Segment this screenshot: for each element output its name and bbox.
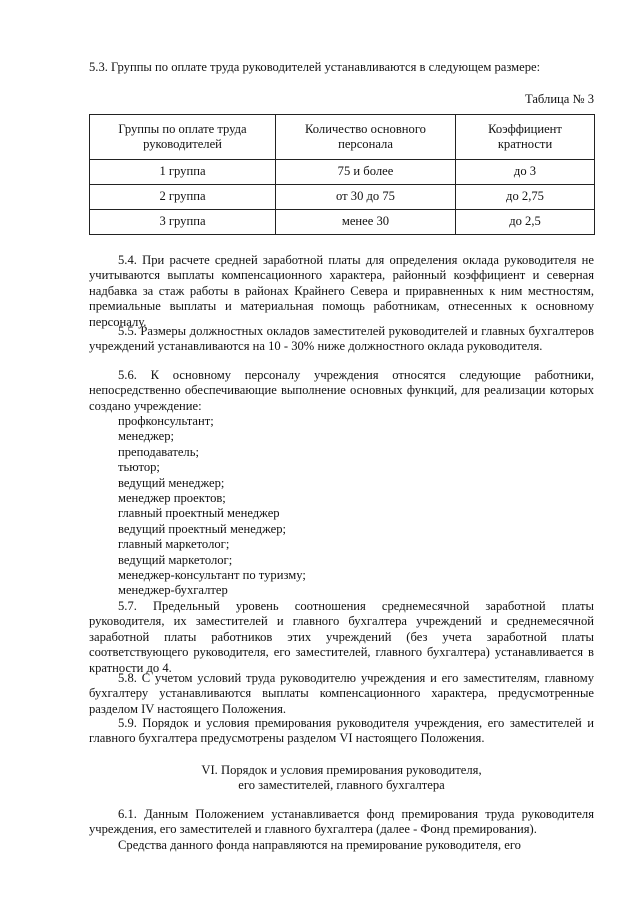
table-cell: 3 группа [90, 210, 276, 235]
table-header-cell: Группы по оплате труда руководителей [90, 115, 276, 160]
list-item: главный маркетолог; [118, 537, 230, 552]
paragraph-5-8: 5.8. С учетом условий труда руководителю учреждения и его заместителям, главному бухгалтеру устанавливаются выплаты компенсационного характера, предусмотренные разделом IV настоящего Положения. [89, 671, 594, 716]
table-cell: менее 30 [276, 210, 456, 235]
section-title-line-1: VI. Порядок и условия премирования руководителя, [201, 763, 482, 777]
table-row [90, 160, 595, 185]
table-row [90, 210, 595, 235]
table-cell: до 3 [456, 160, 595, 185]
paragraph-5-4: 5.4. При расчете средней заработной платы для определения оклада руководителя не учитываются выплаты компенсационного характера, районный коэффициент и северная надбавка за стаж работы в районах Крайнего Севера и приравненных к ним местностям, премиальные выплаты и материальная помощь работникам, отнесенных к основному персоналу. [89, 253, 594, 329]
paragraph-5-9: 5.9. Порядок и условия премирования руководителя учреждения, его заместителей и главного бухгалтера предусмотрены разделом VI настоящего Положения. [89, 716, 594, 746]
table-header-row [90, 115, 595, 160]
section-title-line-2: его заместителей, главного бухгалтера [238, 778, 445, 793]
list-item: ведущий менеджер; [118, 475, 225, 490]
list-item: профконсультант; [118, 414, 214, 428]
list-item: менеджер; [118, 429, 175, 444]
list-item: главный проектный менеджер [118, 506, 280, 521]
table-cell: 2 группа [90, 185, 276, 210]
paragraph-5-7: 5.7. Предельный уровень соотношения среднемесячной заработной платы руководителя, их заместителей и главного бухгалтера учреждений и среднемесячной заработной платы работников этих учреждений (без учета заработной платы соответствующего руководителя, его заместителей, главного бухгалтера) устанавливается в кратности до 4. [89, 599, 594, 675]
table-cell: 1 группа [90, 160, 276, 185]
list-item: менеджер проектов; [118, 491, 226, 506]
table-header-cell: Коэффициент кратности [456, 115, 595, 160]
paragraph-continuation: Средства данного фонда направляются на премирование руководителя, его [118, 838, 521, 852]
section-title [89, 763, 594, 794]
list-item: ведущий проектный менеджер; [118, 521, 286, 536]
list-item: ведущий маркетолог; [118, 552, 233, 567]
paragraph-6-1: 6.1. Данным Положением устанавливается фонд премирования труда руководителя учреждения, его заместителей и главного бухгалтера (далее - Фонд премирования). [89, 807, 594, 837]
list-item: преподаватель; [118, 444, 199, 459]
table-row [90, 185, 595, 210]
table-cell: 75 и более [276, 160, 456, 185]
list-item: менеджер-консультант по туризму; [118, 568, 306, 583]
list-item: тьютор; [118, 460, 160, 475]
list-item: менеджер-бухгалтер [118, 583, 228, 598]
table-header-cell: Количество основного персонала [276, 115, 456, 160]
table-cell: до 2,5 [456, 210, 595, 235]
table-cell: до 2,75 [456, 185, 595, 210]
paragraph-5-6: 5.6. К основному персоналу учреждения относятся следующие работники, непосредственно обеспечивающие выполнение основных функций, для реализации которых создано учреждение: [89, 368, 594, 413]
table-3 [89, 114, 595, 235]
table-cell: от 30 до 75 [276, 185, 456, 210]
table-caption: Таблица № 3 [524, 92, 594, 106]
paragraph-5-5: 5.5. Размеры должностных окладов заместителей руководителей и главных бухгалтеров учреждений устанавливаются на 10 - 30% ниже должностного оклада руководителя. [89, 324, 594, 354]
staff-list [118, 414, 306, 599]
paragraph-5-3: 5.3. Группы по оплате труда руководителей устанавливаются в следующем размере: [89, 60, 541, 74]
